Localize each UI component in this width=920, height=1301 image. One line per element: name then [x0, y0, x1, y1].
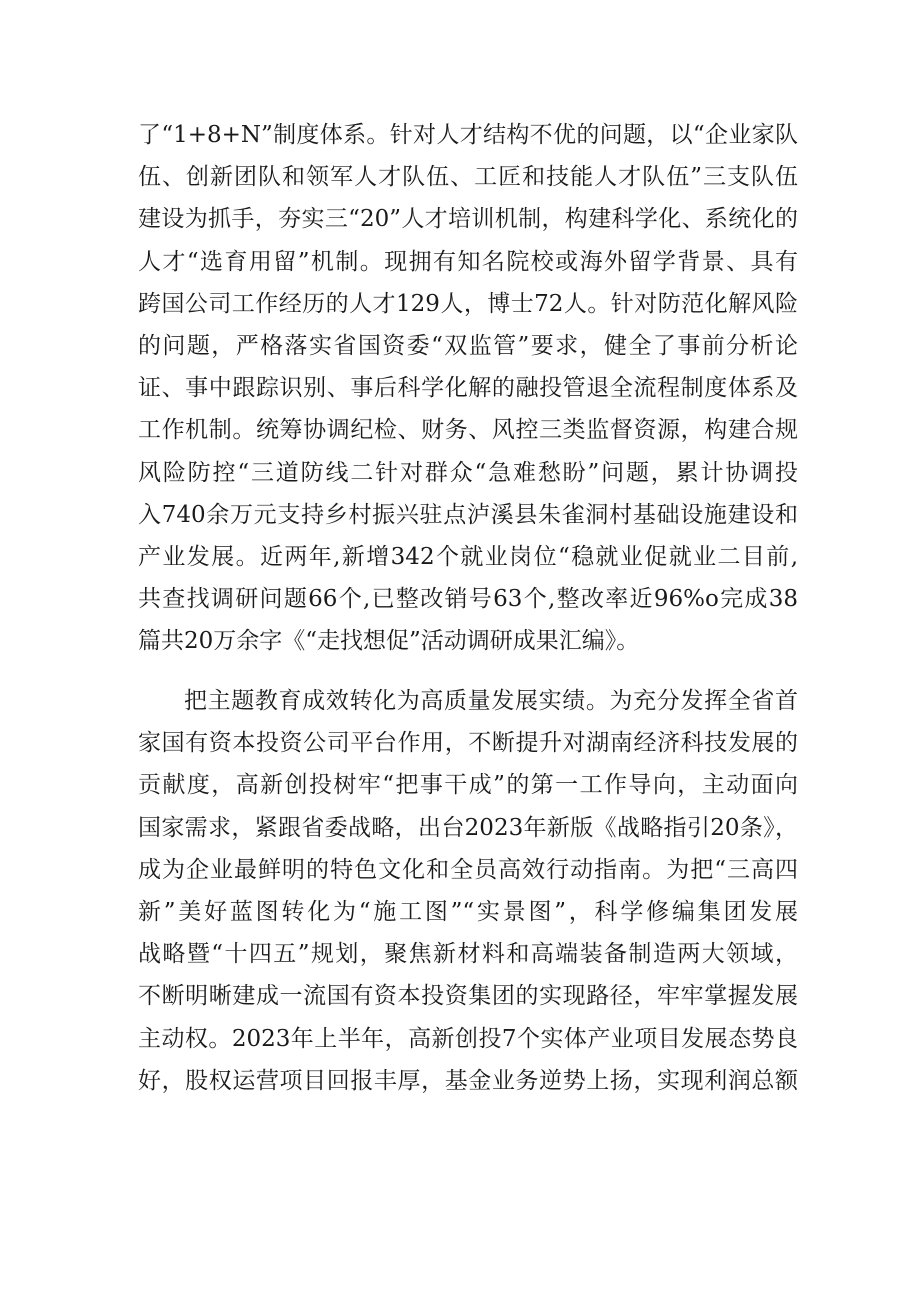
text-line: 人才“选育用留”机制。现拥有知名院校或海外留学背景、具有 [138, 248, 798, 275]
text-line: 主动权。2023年上半年，高新创投7个实体产业项目发展态势良 [138, 1025, 798, 1052]
text-line: 把主题教育成效转化为高质量发展实绩。为充分发挥全省首 [184, 688, 798, 714]
text-line: 好，股权运营项目回报丰厚，基金业务逆势上扬，实现利润总额 [138, 1067, 798, 1094]
text-line: 建设为抓手，夯实三“20”人才培训机制，构建科学化、系统化的 [138, 206, 798, 233]
text-line: 证、事中跟踪识别、事后科学化解的融投管退全流程制度体系及 [138, 375, 798, 402]
text-line: 入740余万元支持乡村振兴驻点泸溪县朱雀洞村基础设施建设和 [138, 501, 798, 528]
paragraph-1 [138, 114, 798, 662]
text-line: 国家需求，紧跟省委战略，出台2023年新版《战略指引20条》， [138, 814, 798, 841]
text-line: 篇共20万余字《“走找想促”活动调研成果汇编》。 [138, 628, 640, 655]
text-line: 家国有资本投资公司平台作用，不断提升对湖南经济科技发展的 [138, 730, 798, 757]
text-line: 工作机制。统筹协调纪检、财务、风控三类监督资源，构建合规 [138, 417, 798, 444]
text-line: 产业发展。近两年,新增342个就业岗位“稳就业促就业二目前, [138, 543, 798, 570]
text-line: 共查找调研问题66个,已整改销号63个,整改率近96%o完成38 [138, 586, 798, 613]
paragraph-2 [138, 680, 798, 1102]
text-line: 了“1+8+N”制度体系。针对人才结构不优的问题，以“企业家队 [138, 122, 798, 148]
text-line: 新”美好蓝图转化为“施工图”“实景图”，科学修编集团发展 [138, 898, 798, 925]
text-line: 战略暨“十四五”规划，聚焦新材料和高端装备制造两大领域， [138, 941, 798, 968]
text-line: 跨国公司工作经历的人才129人，博士72人。针对防范化解风险 [138, 290, 798, 317]
text-line: 贡献度，高新创投树牢“把事干成”的第一工作导向，主动面向 [138, 772, 798, 799]
text-line: 不断明晰建成一流国有资本投资集团的实现路径，牢牢掌握发展 [138, 983, 798, 1010]
text-line: 的问题，严格落实省国资委“双监管”要求，健全了事前分析论 [138, 332, 798, 359]
text-line: 成为企业最鲜明的特色文化和全员高效行动指南。为把“三高四 [138, 856, 798, 883]
text-line: 伍、创新团队和领军人才队伍、工匠和技能人才队伍”三支队伍 [138, 164, 798, 191]
text-line: 风险防控“三道防线二针对群众“急难愁盼”问题，累计协调投 [138, 459, 798, 486]
